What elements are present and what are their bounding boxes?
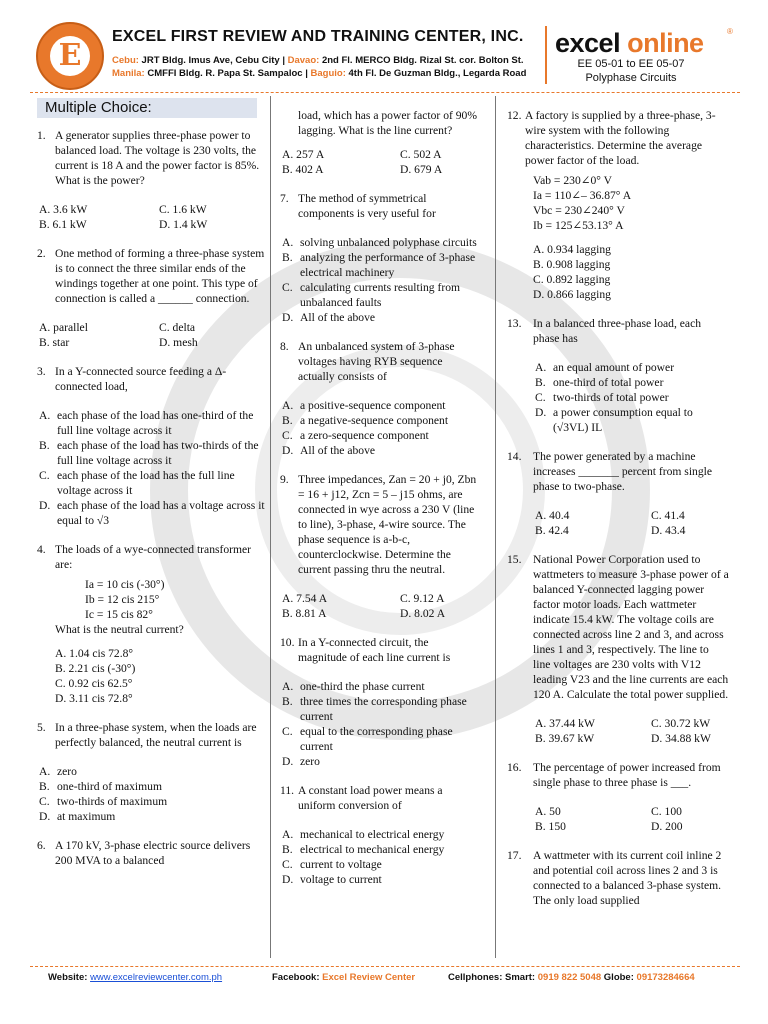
logo-mark: E bbox=[58, 38, 82, 73]
header-divider bbox=[545, 26, 547, 84]
footer-rule bbox=[30, 966, 740, 967]
question-13: 13. In a balanced three-phase load, each phase has A. an equal amount of power B. one-third of total power C. two-thirds of total power D. a power consumption equal to (√3VL) IL bbox=[507, 317, 702, 434]
code-range: EE 05-01 to EE 05-07 bbox=[577, 58, 685, 70]
facebook-link[interactable]: Excel Review Center bbox=[322, 972, 416, 983]
question-14: 14. The power generated by a machine increases _______ percent from single phase to two-phase. A. 40.4 C. 41.4 B. 42.4 D. 43.4 bbox=[507, 450, 713, 537]
question-1: 1. A generator supplies three-phase power to balanced load. The voltage is 230 volts, the current is 18 A and the power factor is 85%. What is the power? A. 3.6 kW C. 1.6 kW B. 6.1 kW D. 1.4 kW bbox=[37, 129, 260, 231]
question-12: 12. A factory is supplied by a three-phase, 3-wire system with the following characteristics. Determine the average power factor of the load. Vab = 230∠0° V Ia = 110∠– 36.87° A Vbc = 230∠240° V Ib = 125∠53.13° A A. 0.934 lagging B. 0.908 lagging C. 0.892 lagging D. 0.866 lagging bbox=[507, 109, 716, 301]
question-7: 7. The method of symmetrical components is very useful for A. solving unbalanced polyphase circuits B. analyzing the performance of 3-phase electrical machinery C. calculating currents resulting from unbalanced faults D. All of the above bbox=[280, 192, 477, 324]
question-9: 9. Three impedances, Zan = 20 + j0, Zbn = 16 + j12, Zcn = 5 – j15 ohms, are connected in wye across a 230 V (line to line), 3-phase, 4-wire source. The phase sequence is a-b-c, counterclockwise. Determine the current passing thru the neutral. A. 7.54 A C. 9.12 A B. 8.81 A D. 8.02 A bbox=[280, 473, 477, 620]
header-rule bbox=[30, 92, 740, 93]
question-11: 11. A constant load power means a uniform conversion of A. mechanical to electrical energy B. electrical to mechanical energy C. current to voltage D. voltage to current bbox=[280, 784, 445, 886]
registered-mark: ® bbox=[727, 27, 733, 36]
question-15: 15. National Power Corporation used to wattmeters to measure 3-phase power of a balanced Y-connected lagging power factor motor loads. Each wattmeter indicate 15.4 kW. The voltage coils are connected across line 2 and 3, and across lines 1 and 3, respectively. The line to line voltages are 230 volts with V12 leading V23 and the line currents are each 120 A. Calculate the total power supplied. A. 37.44 kW C. 30.72 kW B. 39.67 kW D. 34.88 kW bbox=[507, 553, 729, 745]
footer-website: Website: www.excelreviewcenter.com.ph bbox=[48, 972, 223, 983]
question-4: 4. The loads of a wye-connected transformer are: Ia = 10 cis (-30°) Ib = 12 cis 215° Ic = 15 cis 82° What is the neutral current? A. 1.04 cis 72.8° B. 2.21 cis (-30°) C. 0.92 cis 62.5° D. 3.11 cis 72.8° bbox=[37, 543, 252, 705]
page-header bbox=[0, 0, 768, 92]
question-16: 16. The percentage of power increased from single phase to three phase is ___. A. 50 C. 100 B. 150 D. 200 bbox=[507, 761, 721, 833]
footer-cellphones: Cellphones: Smart: 0919 822 5048 Globe: 09173284664 bbox=[448, 972, 695, 983]
address-line-1: Cebu: JRT Bldg. Imus Ave, Cebu City | Davao: 2nd Fl. MERCO Bldg. Rizal St. cor. Bolton St. bbox=[112, 55, 524, 66]
question-10: 10. In a Y-connected circuit, the magnitude of each line current is A. one-third the phase current B. three times the corresponding phase current C. equal to the corresponding phase current D. zero bbox=[280, 636, 467, 768]
address-line-2: Manila: CMFFI Bldg. R. Papa St. Sampaloc | Baguio: 4th Fl. De Guzman Bldg., Legarda Road bbox=[112, 68, 527, 79]
question-8: 8. An unbalanced system of 3-phase voltages having RYB sequence actually consists of A. a positive-sequence component B. a negative-sequence component C. a zero-sequence component D. All of the above bbox=[280, 340, 455, 457]
footer-facebook: Facebook: Excel Review Center bbox=[272, 972, 416, 983]
section-title: Multiple Choice: bbox=[37, 98, 257, 118]
question-5: 5. In a three-phase system, when the loads are perfectly balanced, the neutral current is A. zero B. one-third of maximum C. two-thirds of maximum D. at maximum bbox=[37, 721, 257, 823]
question-2: 2. One method of forming a three-phase system is to connect the three similar ends of the windings together at one point. This type of connection is called a ______ connection. A. parallel C. delta B. star D. mesh bbox=[37, 247, 265, 349]
question-6-continued: load, which has a power factor of 90% lagging. What is the line current? A. 257 A C. 502 A B. 402 A D. 679 A bbox=[282, 109, 477, 176]
brand-logo: excel online bbox=[555, 28, 704, 58]
logo bbox=[36, 22, 104, 90]
org-title: EXCEL FIRST REVIEW AND TRAINING CENTER, INC. bbox=[112, 28, 524, 45]
column-divider bbox=[495, 96, 496, 958]
website-link[interactable]: www.excelreviewcenter.com.ph bbox=[90, 972, 223, 983]
column-divider bbox=[270, 96, 271, 958]
question-3: 3. In a Y-connected source feeding a Δ-connected load, A. each phase of the load has one-third of the full line voltage across it B. each phase of the load has two-thirds of the full line voltage across it C. each phase of the load has the full line voltage across it D. each phase of the load has a voltage across it equal to √3 bbox=[37, 365, 265, 527]
question-6: 6. A 170 kV, 3-phase electric source delivers 200 MVA to a balanced bbox=[37, 839, 251, 867]
column-2 bbox=[280, 108, 480, 887]
topic-title: Polyphase Circuits bbox=[585, 72, 677, 84]
question-17: 17. A wattmeter with its current coil inline 2 and potential coil across lines 2 and 3 is connected to a balanced 3-phase system. The only load supplied bbox=[507, 849, 722, 907]
column-3 bbox=[507, 108, 729, 913]
column-1 bbox=[37, 98, 265, 873]
